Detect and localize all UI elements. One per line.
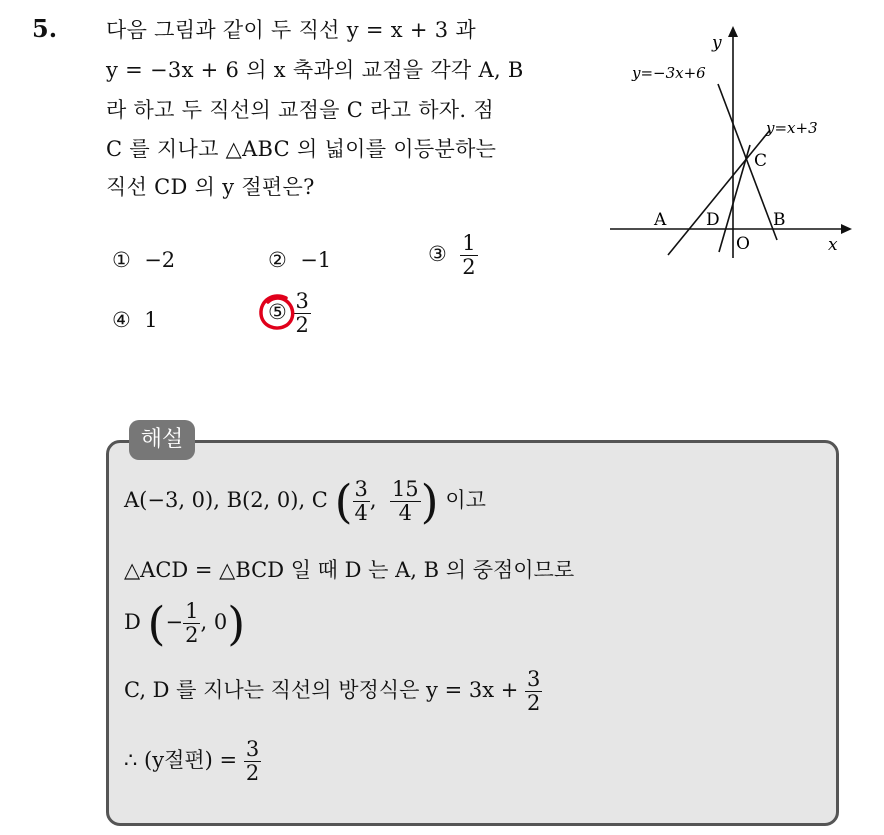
c-x-fraction: [353, 478, 370, 525]
origin-label: O: [736, 234, 750, 254]
choice-5-denominator: 2: [295, 313, 309, 338]
choice-3-fraction: [460, 232, 477, 279]
d-x-denominator: 2: [185, 623, 199, 648]
y-axis-label: y: [712, 33, 722, 53]
d-x-numerator: 1: [185, 599, 199, 623]
line2-label: y=x+3: [766, 119, 818, 137]
c-x-numerator: 3: [354, 477, 368, 501]
line-eq-denominator: 2: [527, 691, 541, 716]
solution-line-3: D (− $\frac{1}{2}$ , 0): [124, 596, 246, 651]
solution-line-1-prefix: A(−3, 0), B(2, 0), C: [124, 488, 328, 513]
choice-3-numerator: 1: [462, 231, 476, 255]
d-sign: −: [165, 610, 184, 635]
point-a-label: A: [654, 210, 667, 230]
solution-line-2: △ACD = △BCD 일 때 D 는 A, B 의 중점이므로: [124, 558, 575, 582]
choice-5-marker: ⑤: [268, 300, 287, 325]
d-after: , 0: [200, 610, 228, 635]
choice-5-numerator: 3: [295, 289, 309, 313]
c-y-denominator: 4: [398, 501, 412, 526]
c-y-numerator: 15: [391, 477, 419, 501]
line-eq-fraction: [525, 668, 542, 715]
c-x-denominator: 4: [354, 501, 368, 526]
question-line-1: 다음 그림과 같이 두 직선 y = x + 3 과: [106, 18, 476, 42]
choice-3[interactable]: [428, 232, 478, 279]
choice-1-text: −2: [144, 248, 176, 272]
choice-2-text: −1: [300, 248, 332, 272]
x-axis-arrow: [841, 224, 852, 234]
line-eq-numerator: 3: [527, 667, 541, 691]
question-line-5: 직선 CD 의 y 절편은?: [106, 175, 315, 199]
question-line-3: 라 하고 두 직선의 교점을 C 라고 하자. 점: [106, 98, 494, 122]
x-axis-label: x: [828, 235, 838, 255]
choice-3-denominator: 2: [462, 255, 476, 280]
choice-1[interactable]: [112, 248, 175, 272]
solution-line-1-suffix: 이고: [445, 488, 486, 513]
y-intercept-numerator: 3: [245, 737, 260, 761]
solution-line-4-prefix: C, D 를 지나는 직선의 방정식은 y = 3x +: [124, 678, 519, 703]
choice-2[interactable]: [268, 248, 331, 272]
y-axis-arrow: [728, 26, 738, 37]
choice-4[interactable]: [112, 308, 158, 332]
line1-label: y=−3x+6: [632, 64, 706, 82]
y-intercept-denominator: 2: [245, 761, 260, 786]
question-number: 5.: [32, 14, 58, 43]
c-y-fraction: [390, 478, 421, 525]
answer-circle-mark: [256, 292, 298, 334]
point-c-label: C: [754, 151, 768, 171]
line-neg3x-plus6: [718, 84, 777, 240]
solution-line-5-prefix: ∴ (y절편) =: [124, 748, 238, 773]
question-line-4: C 를 지나고 △ABC 의 넓이를 이등분하는: [106, 137, 497, 161]
point-b-label: B: [773, 210, 786, 230]
solution-line-1: A(−3, 0), B(2, 0), C ( $\frac{3}{4}$ , $\frac{15}{4}$ ) 이고: [124, 474, 486, 529]
line-graph: [600, 20, 860, 270]
choice-3-marker: ③: [428, 242, 447, 267]
choice-1-marker: ①: [112, 248, 131, 272]
solution-line-5: [124, 738, 261, 785]
choice-4-marker: ④: [112, 308, 131, 332]
solution-line-4: [124, 668, 542, 715]
d-x-fraction: [183, 600, 200, 647]
y-intercept-fraction: [244, 738, 261, 785]
point-d-label: D: [706, 210, 720, 230]
choice-2-marker: ②: [268, 248, 287, 272]
question-line-2: y = −3x + 6 의 x 축과의 교점을 각각 A, B: [106, 58, 524, 82]
solution-line-3-prefix: D: [124, 610, 141, 635]
choice-4-text: 1: [144, 308, 158, 332]
line-x-plus3: [668, 130, 770, 255]
solution-tab: 해설: [129, 420, 195, 460]
